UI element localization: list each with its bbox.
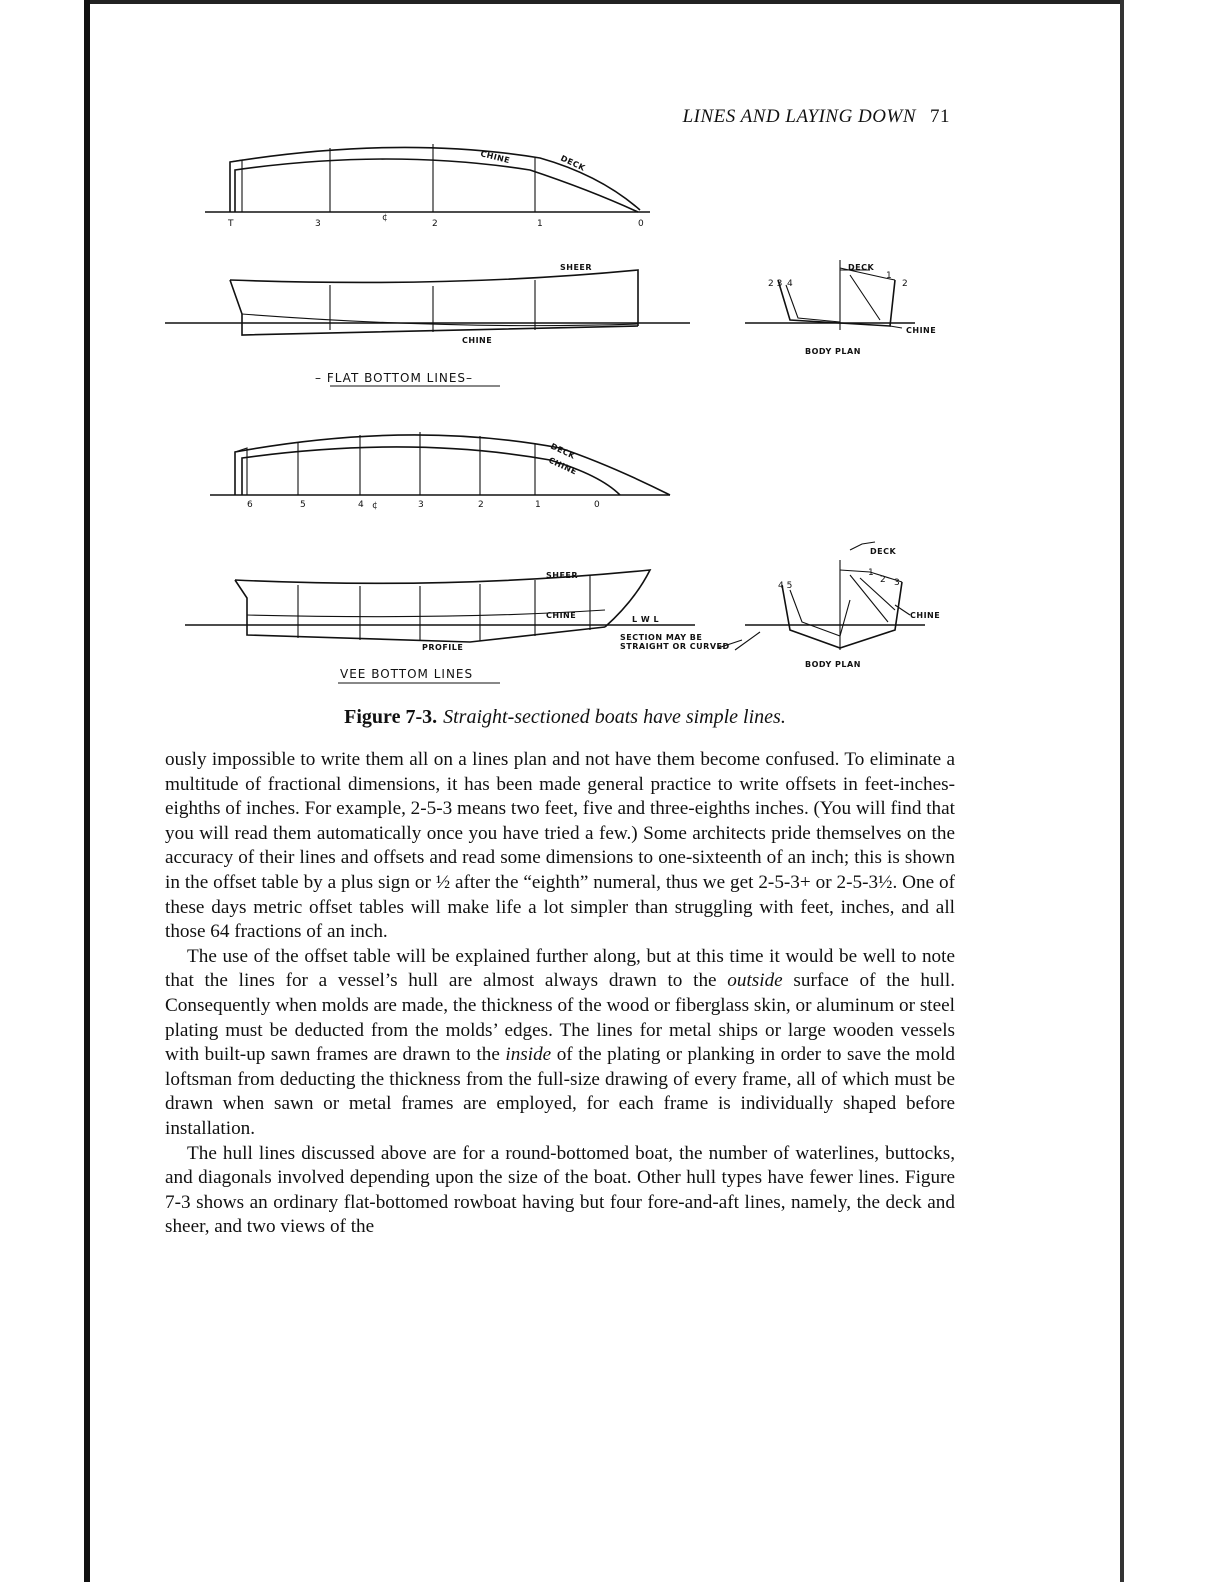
flat-profile-sheer-label: SHEER <box>560 263 593 272</box>
vee-body-chine-label: CHINE <box>910 611 941 620</box>
flat-centerline-mark: ¢ <box>382 213 388 223</box>
flat-plan-chine-label: CHINE <box>479 149 511 166</box>
vee-profile-sheer-label: SHEER <box>546 571 579 580</box>
flat-station-0: 0 <box>638 219 644 229</box>
vee-profile-profile-label: PROFILE <box>422 643 464 652</box>
paragraph-1: ously impossible to write them all on a lines plan and not have them become confused. To eliminate a multitude of fractional dimensions, it has been made general practice to write offsets in feet-inches-eighths of inches. For example, 2-5-3 means two feet, five and three-eighths inches. (You will find that you will read them automatically once you have tried a few.) Some architects pride themselves on the accuracy of their lines and offsets and read some dimensions to one-sixteenth of an inch; this is shown in the offset table by a plus sign or ½ after the “eighth” numeral, thus we get 2-5-3+ or 2-5-3½. One of these days metric offset tables will make life a lot simpler than struggling with feet, inches, and all those 64 fractions of an inch. <box>165 749 955 943</box>
running-header-title: LINES AND LAYING DOWN <box>682 106 916 127</box>
flat-station-1: 1 <box>537 219 543 229</box>
flat-profile-chine-label: CHINE <box>462 336 493 345</box>
flat-station-2: 2 <box>432 219 438 229</box>
vee-bottom-body-plan <box>745 542 940 669</box>
vee-profile-chine-label: CHINE <box>546 611 577 620</box>
flat-body-plan-title: BODY PLAN <box>805 347 861 356</box>
flat-body-num-2: 2 <box>902 279 908 289</box>
vee-body-num-1: 1 <box>868 568 874 578</box>
figure-caption <box>150 706 980 729</box>
figure-caption-number: Figure 7-3. <box>344 706 438 728</box>
vee-station-0: 0 <box>594 500 600 510</box>
flat-bottom-plan <box>205 144 650 229</box>
figure-caption-text: Straight-sectioned boats have simple lines. <box>443 706 786 728</box>
paragraph-2-inside: inside <box>505 1044 552 1066</box>
vee-plan-chine-label: CHINE <box>547 455 579 477</box>
flat-body-num-1: 1 <box>886 271 892 281</box>
flat-station-3: 3 <box>315 219 321 229</box>
paragraph-2-part-1: The use of the offset table will be explained further along, but at this time it would be well to note that the lines for a vessel’s hull are almost always drawn to the <box>165 945 955 992</box>
vee-body-num-2: 2 <box>880 575 886 585</box>
flat-bottom-title: – FLAT BOTTOM LINES– <box>315 371 474 385</box>
vee-bottom-profile <box>185 570 760 683</box>
paragraph-2-outside: outside <box>727 970 783 992</box>
vee-station-2: 2 <box>478 500 484 510</box>
vee-body-num-3: 3 <box>894 578 900 588</box>
scan-edge-top <box>84 0 1124 4</box>
vee-bottom-plan <box>210 432 670 511</box>
vee-plan-deck-label: DECK <box>549 441 577 461</box>
vee-centerline-mark: ¢ <box>372 501 378 511</box>
flat-body-deck-label: DECK <box>848 263 875 272</box>
vee-body-plan-title: BODY PLAN <box>805 660 861 669</box>
vee-body-deck-label: DECK <box>870 547 897 556</box>
vee-profile-lwl-label: L W L <box>632 615 660 624</box>
paragraph-3: The hull lines discussed above are for a round-bottomed boat, the number of waterlines, buttocks, and diagonals involved depending upon the size of the boat. Other hull types have fewer lines. Figure 7-3 shows an ordinary flat-bottomed rowboat having but four fore-and-aft lines, namely, the deck and sheer, and two views of the <box>165 1142 955 1238</box>
vee-bottom-title: VEE BOTTOM LINES <box>340 667 474 681</box>
vee-station-6: 6 <box>247 500 253 510</box>
vee-station-4: 4 <box>358 500 364 510</box>
paragraph-2-part-3: of the plating or planking in order to save the mold loftsman from deducting the thickness from the full-size drawing of every frame, all of which must be drawn when sawn or metal frames are employed, for each frame is individually shaped before installation. <box>165 1044 956 1139</box>
flat-body-chine-label: CHINE <box>906 326 937 335</box>
figure-boat-lines <box>150 130 970 700</box>
vee-station-1: 1 <box>535 500 541 510</box>
running-header <box>620 106 950 128</box>
flat-bottom-body-plan <box>745 260 936 356</box>
vee-station-3: 3 <box>418 500 424 510</box>
body-text <box>165 748 955 1240</box>
page-number: 71 <box>930 106 950 127</box>
flat-body-num-4: 4 <box>787 279 793 289</box>
scan-edge-left <box>84 0 90 1582</box>
flat-bottom-profile <box>165 263 690 386</box>
flat-station-t: T <box>228 219 234 229</box>
paragraph-2 <box>165 945 955 1142</box>
vee-station-5: 5 <box>300 500 306 510</box>
paragraph-2-part-2: surface of the hull. Consequently when molds are made, the thickness of the wood or fiberglass skin, or aluminum or steel plating must be deducted from the molds’ edges. The lines for metal ships or large wooden vessels with built-up sawn frames are drawn to the <box>165 970 955 1066</box>
vee-profile-note-line2: STRAIGHT OR CURVED <box>620 642 730 651</box>
flat-plan-deck-label: DECK <box>559 153 587 173</box>
vee-profile-note-line1: SECTION MAY BE <box>620 633 703 642</box>
vee-body-num-45: 4 5 <box>778 581 793 591</box>
scan-edge-right <box>1120 0 1124 1582</box>
flat-body-num-23: 2 3 <box>768 279 783 289</box>
